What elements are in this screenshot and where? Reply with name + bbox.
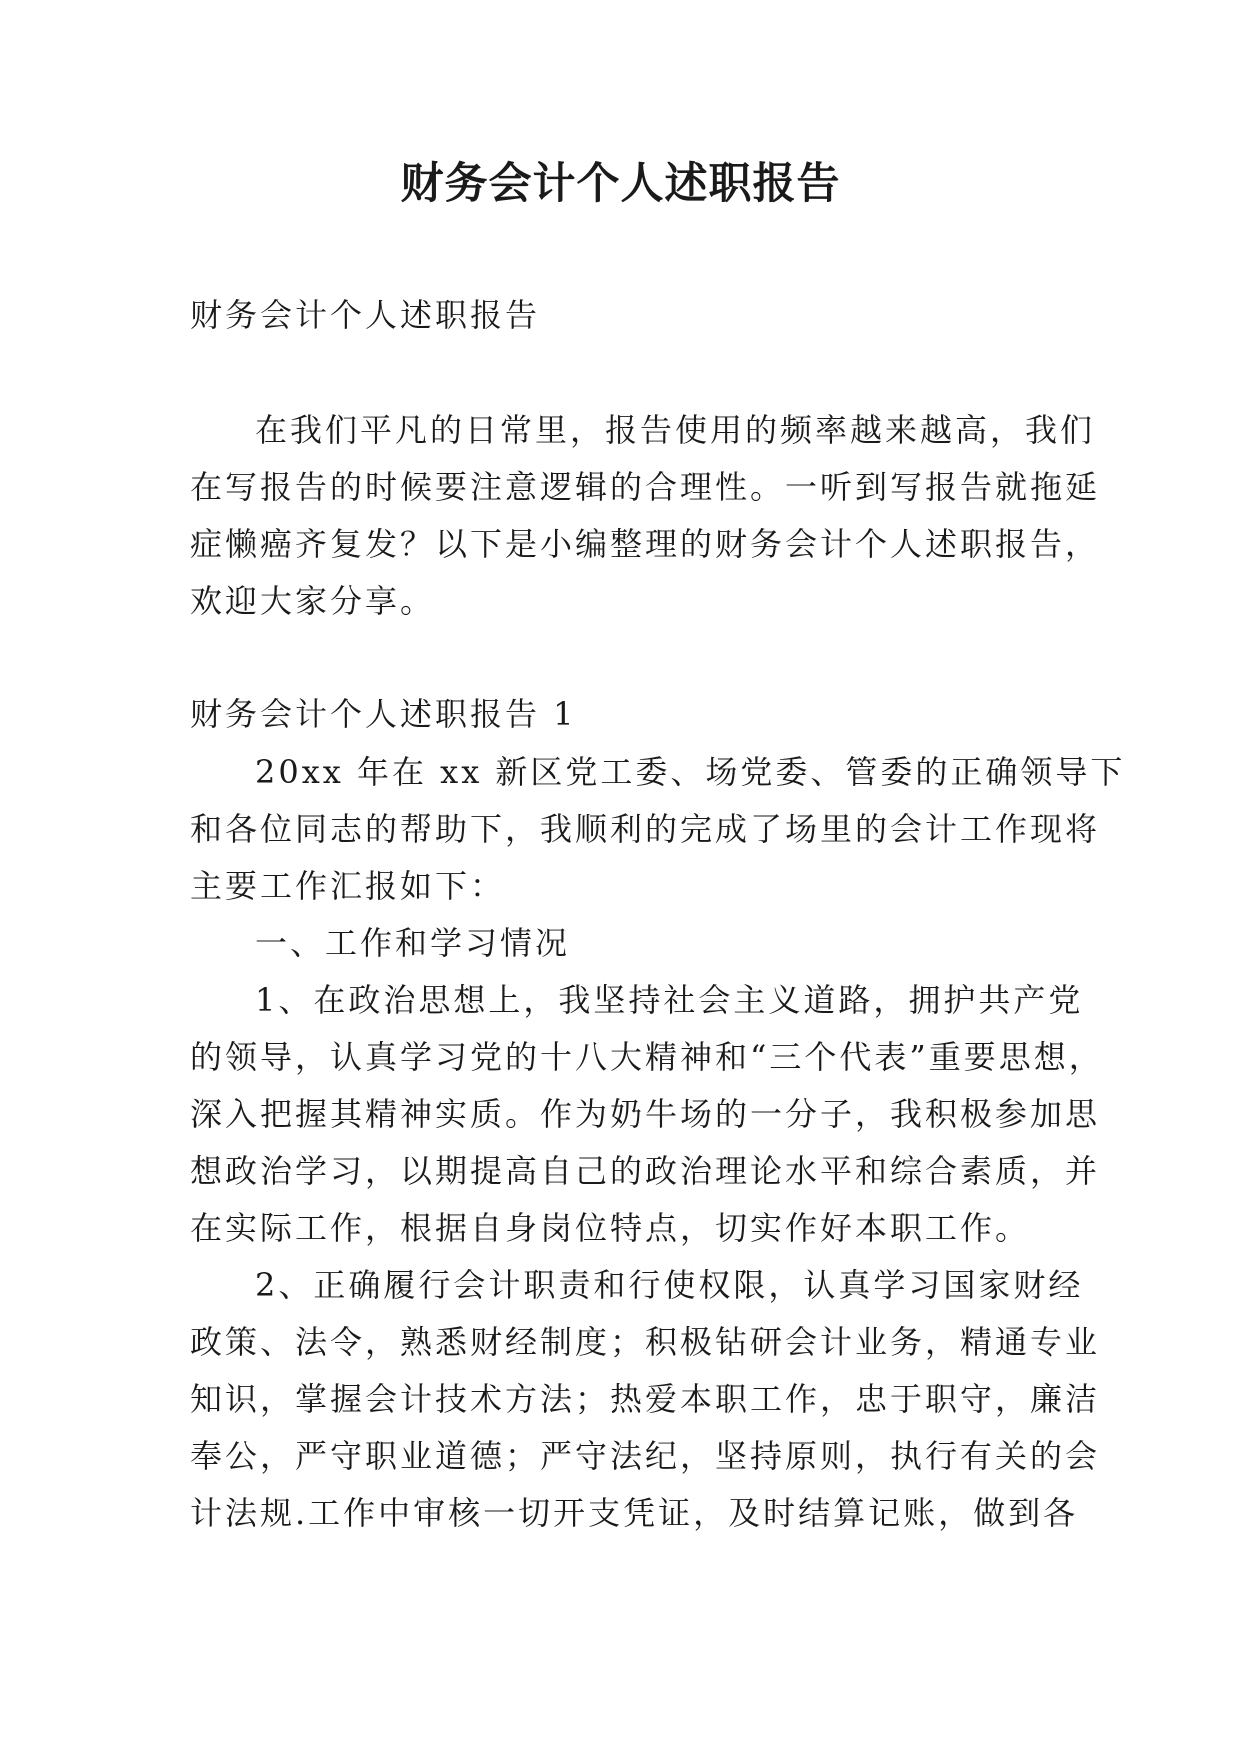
point-1-line: 的领导，认真学习党的十八大精神和“三个代表”重要思想， xyxy=(190,1038,1104,1076)
point-2-line: 知识，掌握会计技术方法；热爱本职工作，忠于职守，廉洁 xyxy=(190,1380,1101,1418)
point-2-line: 2、正确履行会计职责和行使权限，认真学习国家财经 xyxy=(255,1266,1084,1304)
intro-line: 在写报告的时候要注意逻辑的合理性。一听到写报告就拖延 xyxy=(190,468,1101,506)
report-opening-line: 20xx 年在 xx 新区党工委、场党委、管委的正确领导下 xyxy=(255,753,1126,791)
point-2-line: 奉公，严守职业道德；严守法纪，坚持原则，执行有关的会 xyxy=(190,1437,1101,1475)
document-title: 财务会计个人述职报告 xyxy=(400,159,841,209)
point-2-line: 政策、法令，熟悉财经制度；积极钻研会计业务，精通专业 xyxy=(190,1323,1101,1361)
document-subtitle: 财务会计个人述职报告 xyxy=(190,296,541,334)
report-opening-line: 主要工作汇报如下： xyxy=(190,867,506,905)
point-1-line: 在实际工作，根据自身岗位特点，切实作好本职工作。 xyxy=(190,1209,1031,1247)
section-heading: 财务会计个人述职报告 1 xyxy=(190,695,577,733)
point-2-line: 计法规.工作中审核一切开支凭证，及时结算记账，做到各 xyxy=(190,1494,1079,1532)
intro-line: 症懒癌齐复发？以下是小编整理的财务会计个人述职报告， xyxy=(190,525,1101,563)
point-1-line: 1、在政治思想上，我坚持社会主义道路，拥护共产党 xyxy=(255,981,1084,1019)
report-opening-line: 和各位同志的帮助下，我顺利的完成了场里的会计工作现将 xyxy=(190,810,1101,848)
intro-line: 欢迎大家分享。 xyxy=(190,582,436,620)
part-heading: 一、工作和学习情况 xyxy=(255,924,571,962)
intro-line: 在我们平凡的日常里，报告使用的频率越来越高，我们 xyxy=(255,411,1096,449)
point-1-line: 深入把握其精神实质。作为奶牛场的一分子，我积极参加思 xyxy=(190,1095,1101,1133)
point-1-line: 想政治学习，以期提高自己的政治理论水平和综合素质，并 xyxy=(190,1152,1101,1190)
